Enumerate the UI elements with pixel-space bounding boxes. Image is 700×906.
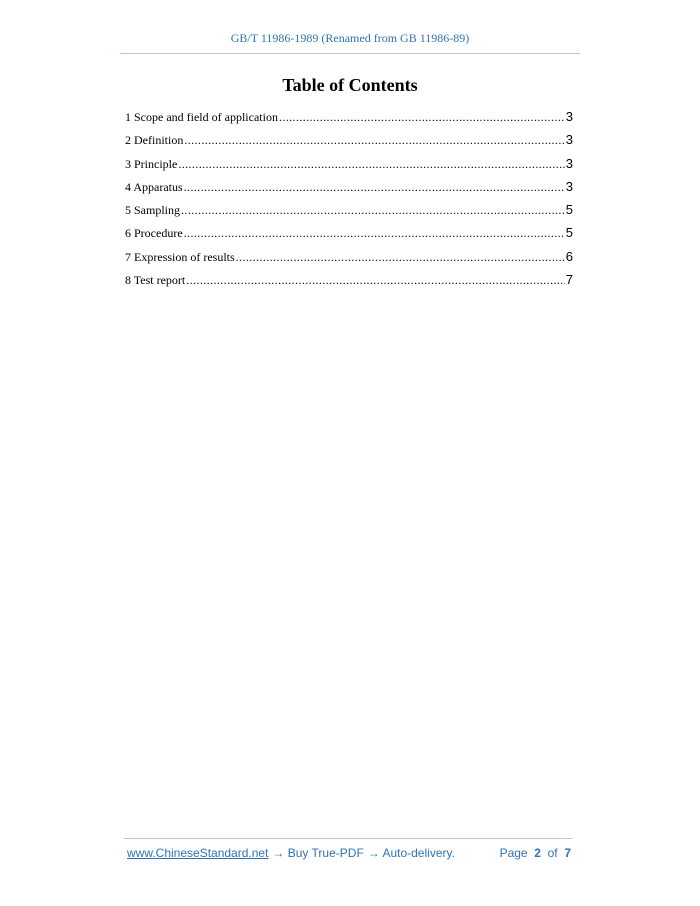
- toc-entry-page: 3: [565, 155, 573, 171]
- of-word: of: [547, 846, 558, 860]
- toc-dot-leader: [184, 180, 565, 195]
- toc-dot-leader: [236, 250, 565, 265]
- toc-entry-page: 3: [565, 109, 573, 124]
- auto-delivery-text: → Auto-delivery.: [367, 846, 455, 860]
- toc-entry-page: 5: [565, 225, 573, 241]
- toc-entry-label: 2 Definition: [125, 133, 184, 148]
- toc-entry-sampling[interactable]: [125, 202, 573, 225]
- toc-entry-label: 6 Procedure: [125, 226, 183, 241]
- header-divider: [120, 53, 580, 54]
- toc-entry-definition[interactable]: [125, 132, 573, 155]
- toc-dot-leader: [184, 133, 564, 148]
- toc-entry-label: 7 Expression of results: [125, 249, 235, 264]
- page-header: GB/T 11986-1989 (Renamed from GB 11986-89): [230, 31, 470, 45]
- toc-entry-page: 6: [565, 248, 573, 264]
- toc-dot-leader: [181, 203, 565, 218]
- footer-divider: [124, 838, 572, 839]
- toc-entry-page: 3: [565, 178, 573, 194]
- toc-entry-page: 5: [565, 202, 573, 218]
- page-footer: [127, 846, 571, 860]
- toc-dot-leader: [184, 226, 565, 241]
- toc-entry-principle[interactable]: [125, 156, 573, 179]
- toc-entry-page: 7: [565, 272, 573, 288]
- website-link[interactable]: www.ChineseStandard.net: [127, 846, 269, 860]
- toc-entry-procedure[interactable]: [125, 225, 573, 248]
- toc-entry-expression-of-results[interactable]: [125, 249, 573, 272]
- page-word: Page: [499, 846, 528, 860]
- toc-list: [125, 109, 573, 295]
- total-pages-number: 7: [564, 846, 571, 860]
- toc-dot-leader: [279, 110, 565, 125]
- toc-title: Table of Contents: [282, 75, 418, 95]
- toc-dot-leader: [178, 157, 564, 172]
- toc-entry-label: 3 Principle: [125, 156, 178, 171]
- toc-entry-label: 8 Test report: [125, 273, 186, 288]
- toc-dot-leader: [186, 273, 565, 288]
- toc-entry-label: 4 Apparatus: [125, 179, 183, 194]
- toc-entry-label: 5 Sampling: [125, 203, 181, 218]
- toc-entry-page: 3: [565, 132, 573, 148]
- toc-entry-apparatus[interactable]: [125, 179, 573, 202]
- buy-pdf-text: → Buy True-PDF: [272, 846, 364, 860]
- current-page-number: 2: [534, 846, 541, 860]
- page-indicator: [500, 846, 571, 860]
- toc-entry-scope[interactable]: [125, 109, 573, 132]
- toc-entry-label: 1 Scope and field of application: [125, 110, 278, 124]
- toc-entry-test-report[interactable]: [125, 272, 573, 295]
